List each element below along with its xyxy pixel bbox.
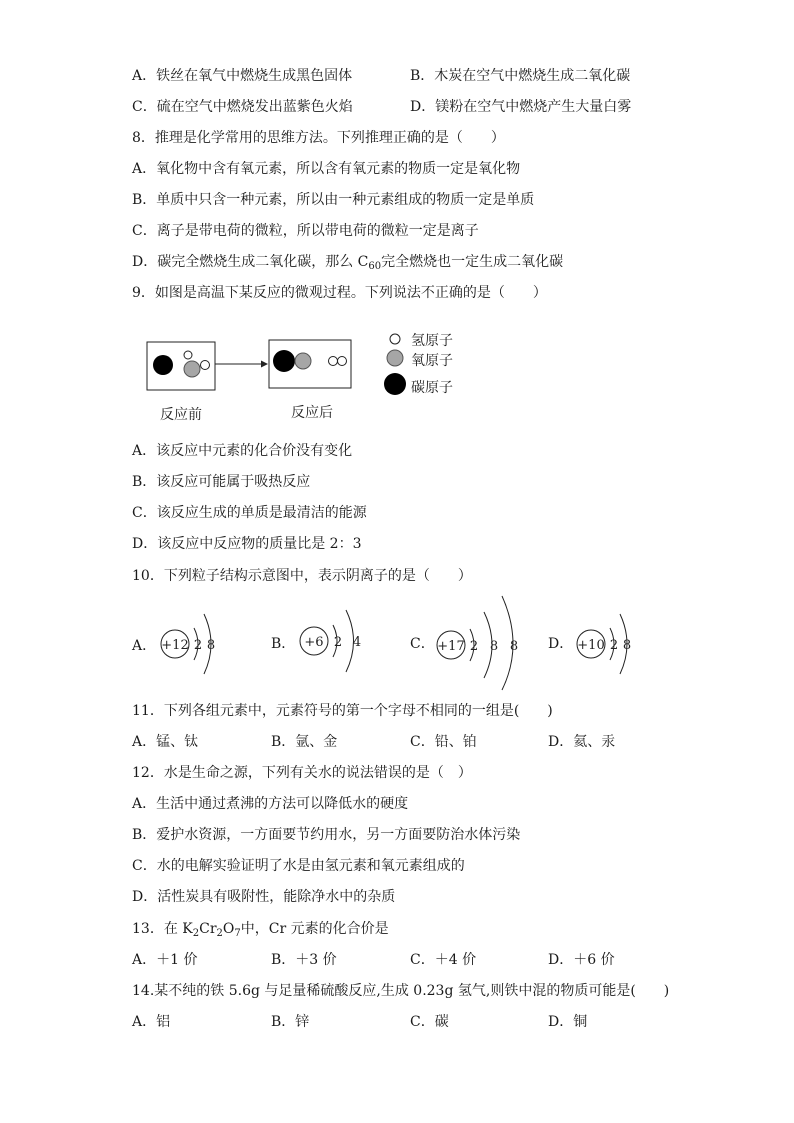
- q12-stem: 12．水是生命之源，下列有关水的说法错误的是（ ）: [132, 765, 472, 781]
- q11-option-d: D．氦、汞: [548, 734, 616, 750]
- q13-sub3: 7: [234, 928, 241, 939]
- q9-option-d: D．该反应中反应物的质量比是 2：3: [132, 536, 362, 552]
- q13-mid1: Cr: [199, 921, 217, 937]
- q13-option-d: D．＋6 价: [548, 952, 615, 968]
- label-before: 反应前: [160, 407, 202, 423]
- q9-option-a: A．该反应中元素的化合价没有变化: [132, 443, 353, 459]
- q11-option-b: B．氩、金: [271, 734, 338, 750]
- q10-option-b-letter: B．: [271, 636, 296, 652]
- q13-sub2: 2: [216, 928, 223, 939]
- q12-option-b: B．爱护水资源，一方面要节约用水，另一方面要防治水体污染: [132, 827, 521, 843]
- hydrogen-atom: [338, 357, 347, 366]
- q8-stem: 8．推理是化学常用的思维方法。下列推理正确的是（ ）: [132, 130, 505, 146]
- q8-option-b: B．单质中只含一种元素，所以由一种元素组成的物质一定是单质: [132, 192, 535, 208]
- q7-option-a: A．铁丝在氧气中燃烧生成黑色固体: [132, 68, 353, 84]
- q7-option-d: D．镁粉在空气中燃烧产生大量白雾: [410, 99, 632, 115]
- carbon-atom: [273, 350, 295, 372]
- q10-option-c-letter: C．: [410, 636, 435, 652]
- shell-electrons: 2: [469, 639, 479, 654]
- q10-option-d-letter: D．: [548, 636, 574, 652]
- nucleus-charge: +12: [161, 638, 189, 653]
- q11-stem: 11．下列各组元素中，元素符号的第一个字母不相同的一组是( ): [132, 703, 553, 719]
- nucleus-charge: +10: [577, 638, 605, 653]
- legend-hydrogen-icon: [390, 334, 400, 344]
- shell-electrons: 2: [609, 638, 619, 653]
- shell-electrons: 8: [622, 638, 632, 653]
- q13-option-b: B．＋3 价: [271, 952, 337, 968]
- nucleus-charge: +17: [437, 639, 465, 654]
- hydrogen-atom: [184, 351, 192, 359]
- q12-option-d: D．活性炭具有吸附性，能除净水中的杂质: [132, 889, 396, 905]
- q14-option-a: A．铝: [132, 1014, 171, 1030]
- shell-electrons: 8: [206, 638, 216, 653]
- q13-option-c: C．＋4 价: [410, 952, 477, 968]
- legend-oxygen-icon: [387, 350, 403, 366]
- q12-option-c: C．水的电解实验证明了水是由氢元素和氧元素组成的: [132, 858, 465, 874]
- shell-electrons: 2: [333, 635, 343, 650]
- nucleus-charge: +6: [304, 635, 324, 650]
- q7-option-b: B．木炭在空气中燃烧生成二氧化碳: [410, 68, 631, 84]
- q14-option-c: C．碳: [410, 1014, 449, 1030]
- q11-option-c: C．铅、铂: [410, 734, 477, 750]
- hydrogen-atom: [201, 361, 210, 370]
- q14-option-d: D．铜: [548, 1014, 588, 1030]
- q13-stem-pre: 13．在 K: [132, 921, 193, 937]
- q8-option-d: [132, 252, 563, 277]
- q8-option-d-pre: D．碳完全燃烧生成二氧化碳，那么 C: [132, 254, 369, 270]
- q13-stem: [132, 919, 389, 944]
- q14-stem: 14.某不纯的铁 5.6g 与足量稀硫酸反应,生成 0.23g 氢气,则铁中混的物质可能是( ): [132, 983, 670, 999]
- q14-option-b: B．锌: [271, 1014, 310, 1030]
- hydrogen-atom: [329, 357, 338, 366]
- shell-electrons: 4: [352, 635, 362, 650]
- q9-option-b: B．该反应可能属于吸热反应: [132, 474, 311, 490]
- q13-option-a: A．＋1 价: [132, 952, 198, 968]
- legend-hydrogen-label: 氢原子: [411, 333, 453, 349]
- carbon-atom: [153, 355, 173, 375]
- legend-carbon-icon: [384, 373, 406, 395]
- q9-option-c: C．该反应生成的单质是最清洁的能源: [132, 505, 367, 521]
- oxygen-atom: [295, 353, 311, 369]
- q9-stem: 9．如图是高温下某反应的微观过程。下列说法不正确的是（ ）: [132, 285, 547, 301]
- q8-option-a: A．氧化物中含有氧元素，所以含有氧元素的物质一定是氧化物: [132, 161, 521, 177]
- q10-atom-b: [296, 602, 366, 678]
- q10-stem: 10．下列粒子结构示意图中，表示阴离子的是（ ）: [132, 568, 472, 584]
- q10-atom-a: [158, 606, 228, 682]
- legend-carbon-label: 碳原子: [411, 380, 453, 396]
- shell-electrons: 8: [489, 639, 499, 654]
- shell-electrons: 2: [193, 638, 203, 653]
- q7-option-c: C．硫在空气中燃烧发出蓝紫色火焰: [132, 99, 353, 115]
- q8-option-d-sub: 60: [368, 261, 382, 272]
- q12-option-a: A．生活中通过煮沸的方法可以降低水的硬度: [132, 796, 409, 812]
- q10-atom-c: [434, 592, 524, 692]
- q10-atom-d: [574, 606, 644, 682]
- q8-option-c: C．离子是带电荷的微粒，所以带电荷的微粒一定是离子: [132, 223, 479, 239]
- q10-option-a-letter: A．: [132, 638, 157, 654]
- shell-electrons: 8: [509, 639, 519, 654]
- q13-sub1: 2: [192, 928, 200, 939]
- oxygen-atom: [184, 361, 200, 377]
- label-after: 反应后: [291, 405, 333, 421]
- q8-option-d-post: 完全燃烧也一定生成二氧化碳: [381, 254, 564, 270]
- q13-stem-post: 中，Cr 元素的化合价是: [240, 921, 389, 937]
- q13-mid2: O: [222, 921, 235, 937]
- q11-option-a: A．锰、钛: [132, 734, 199, 750]
- legend-oxygen-label: 氧原子: [411, 353, 453, 369]
